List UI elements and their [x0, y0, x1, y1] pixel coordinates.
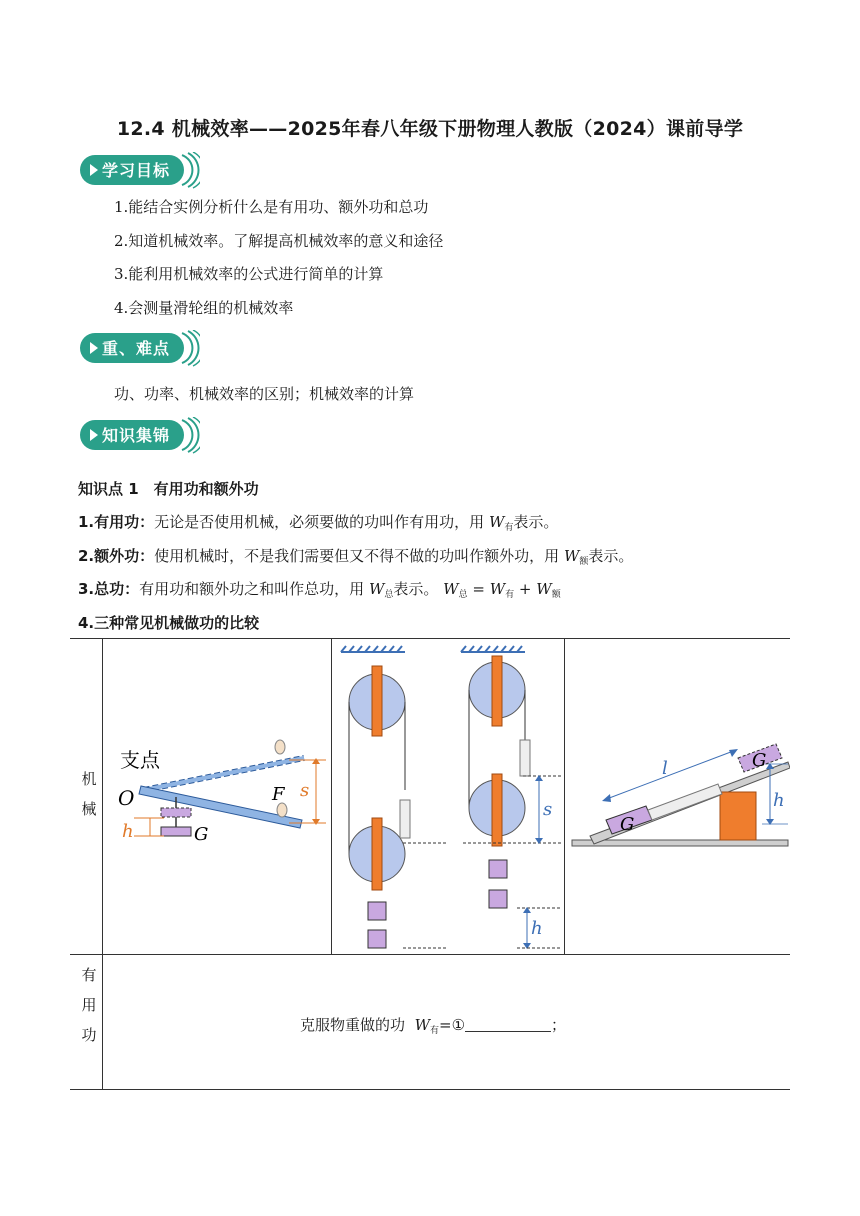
page-title: 12.4 机械效率——2025年春八年级下册物理人教版（2024）课前导学 [116, 118, 744, 140]
incline-diagram [566, 640, 790, 952]
weight-box [489, 890, 507, 908]
comparison-heading: 4.三种常见机械做功的比较 [78, 614, 260, 632]
goal-item: 2.知道机械效率。了解提高机械效率的意义和途径 [114, 232, 444, 250]
svg-text:O: O [118, 786, 135, 810]
spring-scale [648, 784, 722, 820]
weight-box [368, 902, 386, 920]
goal-item: 3.能利用机械效率的公式进行简单的计算 [114, 265, 384, 283]
svg-text:支点: 支点 [120, 748, 160, 772]
weight-box [161, 827, 191, 836]
useful-work-cell: 克服物重做的功 $W_有=①$ ； [300, 1016, 567, 1036]
focus-text: 功、功率、机械效率的区别；机械效率的计算 [114, 385, 415, 403]
table-border-mid [70, 954, 790, 955]
svg-text:s: s [300, 780, 310, 801]
badge-label: 学习目标 [102, 161, 171, 180]
svg-text:G: G [194, 824, 209, 845]
pulley-frame [372, 818, 382, 890]
weight-box [368, 930, 386, 948]
table-border-bottom [70, 1089, 790, 1090]
pulley-diagram [333, 640, 563, 952]
badge-label: 知识集锦 [102, 426, 171, 445]
row-header-useful-work: 有 用 功 [81, 966, 97, 1044]
knowledge-point-title: 知识点 1 有用功和额外功 [78, 480, 259, 498]
section-badge-focus [78, 330, 200, 368]
svg-text:G: G [752, 750, 767, 771]
table-divider [331, 638, 332, 954]
row-header-machine: 机 械 [81, 770, 97, 818]
definition-extra-work: 2.额外功：使用机械时，不是我们需要但又不得不做的功叫作额外功，用 $W_额$表示。 [78, 547, 634, 567]
support-block [720, 792, 756, 840]
hand-icon [275, 740, 285, 754]
definition-useful-work: 1.有用功：无论是否使用机械，必须要做的功叫作有用功，用 $W_有$表示。 [78, 513, 559, 533]
pulley-frame [372, 666, 382, 736]
svg-text:F: F [272, 784, 285, 805]
answer-blank[interactable] [465, 1017, 551, 1032]
definition-total-work: 3.总功：有用功和额外功之和叫作总功，用 $W_总$表示。 $W_总 = W_有 + W_额$ [78, 580, 561, 600]
spring-scale [520, 740, 530, 776]
table-divider [564, 638, 565, 954]
goal-item: 1.能结合实例分析什么是有用功、额外功和总功 [114, 198, 429, 216]
svg-text:h: h [773, 790, 785, 811]
table-divider [102, 638, 103, 1089]
svg-text:s: s [543, 799, 553, 820]
ground [572, 840, 788, 846]
section-badge-goals [78, 152, 200, 190]
svg-text:l: l [662, 758, 668, 779]
svg-text:h: h [122, 821, 134, 842]
badge-label: 重、难点 [102, 339, 171, 358]
weight-raised [161, 808, 191, 817]
lever-diagram [104, 640, 330, 952]
svg-text:G: G [620, 814, 635, 835]
svg-text:h: h [531, 918, 543, 939]
weight-box [489, 860, 507, 878]
total-work-formula: $W_总 = W_有 + W_额$ [443, 580, 561, 600]
hand-icon [277, 803, 287, 817]
spring-scale [400, 800, 410, 838]
goal-item: 4.会测量滑轮组的机械效率 [114, 299, 294, 317]
section-badge-knowledge [78, 417, 200, 455]
table-border-top [70, 638, 790, 639]
